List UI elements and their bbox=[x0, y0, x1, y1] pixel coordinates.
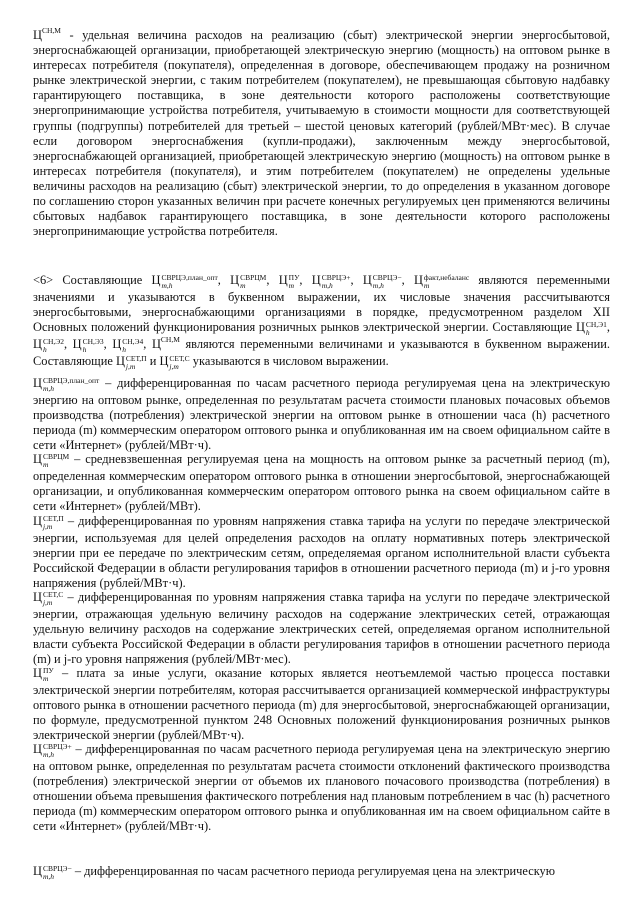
definition-set-p bbox=[33, 514, 610, 591]
definition-svrcz-plan bbox=[33, 376, 610, 453]
symbol-c-set-p: Ц СЕТ,П j,m bbox=[115, 354, 147, 372]
note-6: <6> Составляющие Ц СВРЦЭ,план_опт m,h , Ц СВРЦМ m , Ц ПУ m , Ц СВРЦЭ+ m,h , Ц СВРЦЭ− m,h , Ц факт,небаланс m являются переменными значениями и указываются в буквенном выражении, их числовые значения рассчитываются энергосбытовыми, энергоснабжающими организациями в порядке, предусмотренном разделом XII Основных положений функционирования розничных рынков электрической энергии. Составляющие Ц СН,Э1 h , Ц СН,Э2 h , Ц СН,Э3 h , Ц СН,Э4 h , $Ц^{СН,М}$ являются переменными величинами и указываются в буквенном выражении. Составляющие Ц СЕТ,П j,m и Ц СЕТ,С j,m указываются в числовом выражении. bbox=[33, 273, 611, 372]
definition-pu bbox=[33, 666, 610, 743]
symbol-c-svrcz-plan-def: Ц СВРЦЭ,план_опт m,h bbox=[33, 376, 100, 393]
symbol-c-fakt: Ц факт,небаланс m bbox=[413, 273, 470, 290]
definition-svrcm bbox=[33, 452, 610, 514]
note-6-middle: являются переменными значениями и указываются в буквенном выражении, их числовые значения рассчитываются энергосбытовыми, энергоснабжающими организациями в порядке, предусмотренном разделом XII Основных положений функционирования розничных рынков электрической энергии. Составляющие bbox=[33, 273, 611, 335]
definition-svrcz-minus-text: – дифференцированная по часам расчетного периода регулируемая цена на электрическую bbox=[71, 864, 555, 878]
symbol-c-svrcz-minus-def: Ц СВРЦЭ− m,h bbox=[33, 864, 72, 881]
paragraph-sn-m-text: - удельная величина расходов на реализацию (сбыт) электрической энергии энергосбытовой, энергоснабжающей организации, приобретающей электрическую энергию (мощность) на оптовом рынке в интересах потребителя (покупателя), определенная в договоре, обеспечивающем продажу на розничном рынке электрической энергии, с таким потребителем (покупателем), не превышающая сбытовую надбавку гарантирующего поставщика, в зоне деятельности которого расположены соответствующие энергопринимающие устройства потребителя, учитываемую в стоимости мощности для соответствующей группы (подгруппы) потребителей для третьей – шестой ценовых категорий (рублей/МВт·мес). В случае если договором энергоснабжения (купли-продажи), заключенным между энергосбытовой, энергоснабжающей организацией, приобретающей электрическую энергию (мощность) на оптовом рынке в интересах потребителя (покупателя), и этим потребителем (покупателем) не определены удельные величины расходов на реализацию (сбыт) электрической энергии, то до определения в указанном договоре по соглашению сторон указанных величин при расчете конечных регулируемых цен применяются величины сбытовых надбавок гарантирующего поставщика, в зоне деятельности которого расположены энергопринимающие устройства потребителя. bbox=[33, 28, 610, 239]
symbol-c-pu: Ц ПУ m bbox=[278, 273, 300, 290]
symbol-c-sn-e3: Ц СН,Э3 h bbox=[72, 337, 104, 355]
symbol-c-svrcm: Ц СВРЦМ m bbox=[230, 273, 267, 290]
definition-svrcz-plus bbox=[33, 742, 610, 834]
symbol-c-pu-def: Ц ПУ m bbox=[33, 666, 54, 683]
symbol-c-set-s: Ц СЕТ,С j,m bbox=[159, 354, 190, 372]
definition-svrcz-minus bbox=[33, 864, 610, 881]
symbol-c-svrcm-def: Ц СВРЦМ m bbox=[33, 452, 70, 469]
symbol-c-svrcz-plus: Ц СВРЦЭ+ m,h bbox=[311, 273, 351, 290]
symbol-c-svrcz-plan: Ц СВРЦЭ,план_опт m,h bbox=[151, 273, 218, 290]
symbol-c-svrcz-plus-def: Ц СВРЦЭ+ m,h bbox=[33, 742, 72, 759]
definition-set-p-text: – дифференцированная по уровням напряжения ставка тарифа на услуги по передаче электрической энергии, используемая для целей определения расходов на оплату нормативных потерь электрической энергии при ее передаче по электрическим сетям, определяемая органом исполнительной власти субъекта Российской Федерации в области регулирования тарифов в отношении расчетного периода (m) и j-го уровня напряжения (рублей/МВт·ч). bbox=[33, 514, 610, 591]
symbol-c-set-s-def: Ц СЕТ,С j,m bbox=[33, 590, 64, 607]
symbol-c-svrcz-minus: Ц СВРЦЭ− m,h bbox=[362, 273, 402, 290]
symbol-c-sn-m: $Ц^{СН,М}$ bbox=[33, 26, 61, 42]
definition-set-s-text: – дифференцированная по уровням напряжения ставка тарифа на услуги по передаче электрической энергии, отражающая удельную величину расходов на содержание электрических сетей, отражающая удельную величину расходов на содержание электрических сетей, определяемая органом исполнительной власти субъекта Российской Федерации в области регулирования тарифов в отношении расчетного периода (m) и j-го уровня напряжения (рублей/МВт·мес). bbox=[33, 590, 610, 667]
symbol-c-sn-e4: Ц СН,Э4 h bbox=[112, 337, 144, 355]
paragraph-sn-m bbox=[33, 28, 610, 239]
definition-svrcm-text: – средневзвешенная регулируемая цена на мощность на оптовом рынке за расчетный период (m), определенная коммерческим оператором оптового рынка в отношении энергосбытовой, энергоснабжающей организации, и опубликованная коммерческим оператором оптового рынка на своем официальном сайте в сети «Интернет» (рублей/МВт). bbox=[33, 452, 610, 514]
definition-set-s bbox=[33, 590, 610, 667]
definition-pu-text: – плата за иные услуги, оказание которых является неотъемлемой частью процесса поставки электрической энергии потребителям, которая рассчитывается организацией коммерческой инфраструктуры оптового рынка в отношении расчетного периода (m) для энергосбытовой, энергоснабжающей организации, по формуле, предусмотренной пунктом 248 Основных положений функционирования розничных рынков электрической энергии (рублей/МВт·ч). bbox=[33, 666, 610, 743]
note-6-middle-2: являются переменными величинами и указываются в буквенном выражении. Составляющие bbox=[33, 337, 610, 369]
note-6-tail: указываются в числовом выражении. bbox=[189, 354, 389, 369]
definition-svrcz-plan-text: – дифференцированная по часам расчетного периода регулируемая цена на электрическую энергию на оптовом рынке, определенная по результатам расчета стоимости плановых почасовых объемов производства (потребления) электрической энергии на оптовом рынке в отношении часа (h) расчетного периода (m) коммерческим оператором оптового рынка и опубликованная им на своем официальном сайте в сети «Интернет» (рублей/МВт·ч). bbox=[33, 376, 610, 453]
definition-svrcz-plus-text: – дифференцированная по часам расчетного периода регулируемая цена на электрическую энергию на оптовом рынке, определенная по результатам расчета стоимости отклонений фактического производства (потребления) электрической энергии от объемов их планового почасового производства (потребления) в отношении объема превышения фактического потребления над плановым потреблением в час (h) расчетного периода (m) коммерческим оператором оптового рынка и опубликованная им на своем официальном сайте в сети «Интернет» (рублей/МВт·ч). bbox=[33, 742, 610, 834]
symbol-c-sn-e2: Ц СН,Э2 h bbox=[33, 337, 64, 355]
note-6-lead: <6> Составляющие bbox=[33, 273, 152, 287]
symbol-c-sn-m-2: $Ц^{СН,М}$ bbox=[151, 335, 180, 352]
symbol-c-sn-e1: Ц СН,Э1 h bbox=[575, 320, 607, 338]
symbol-c-set-p-def: Ц СЕТ,П j,m bbox=[33, 514, 64, 531]
